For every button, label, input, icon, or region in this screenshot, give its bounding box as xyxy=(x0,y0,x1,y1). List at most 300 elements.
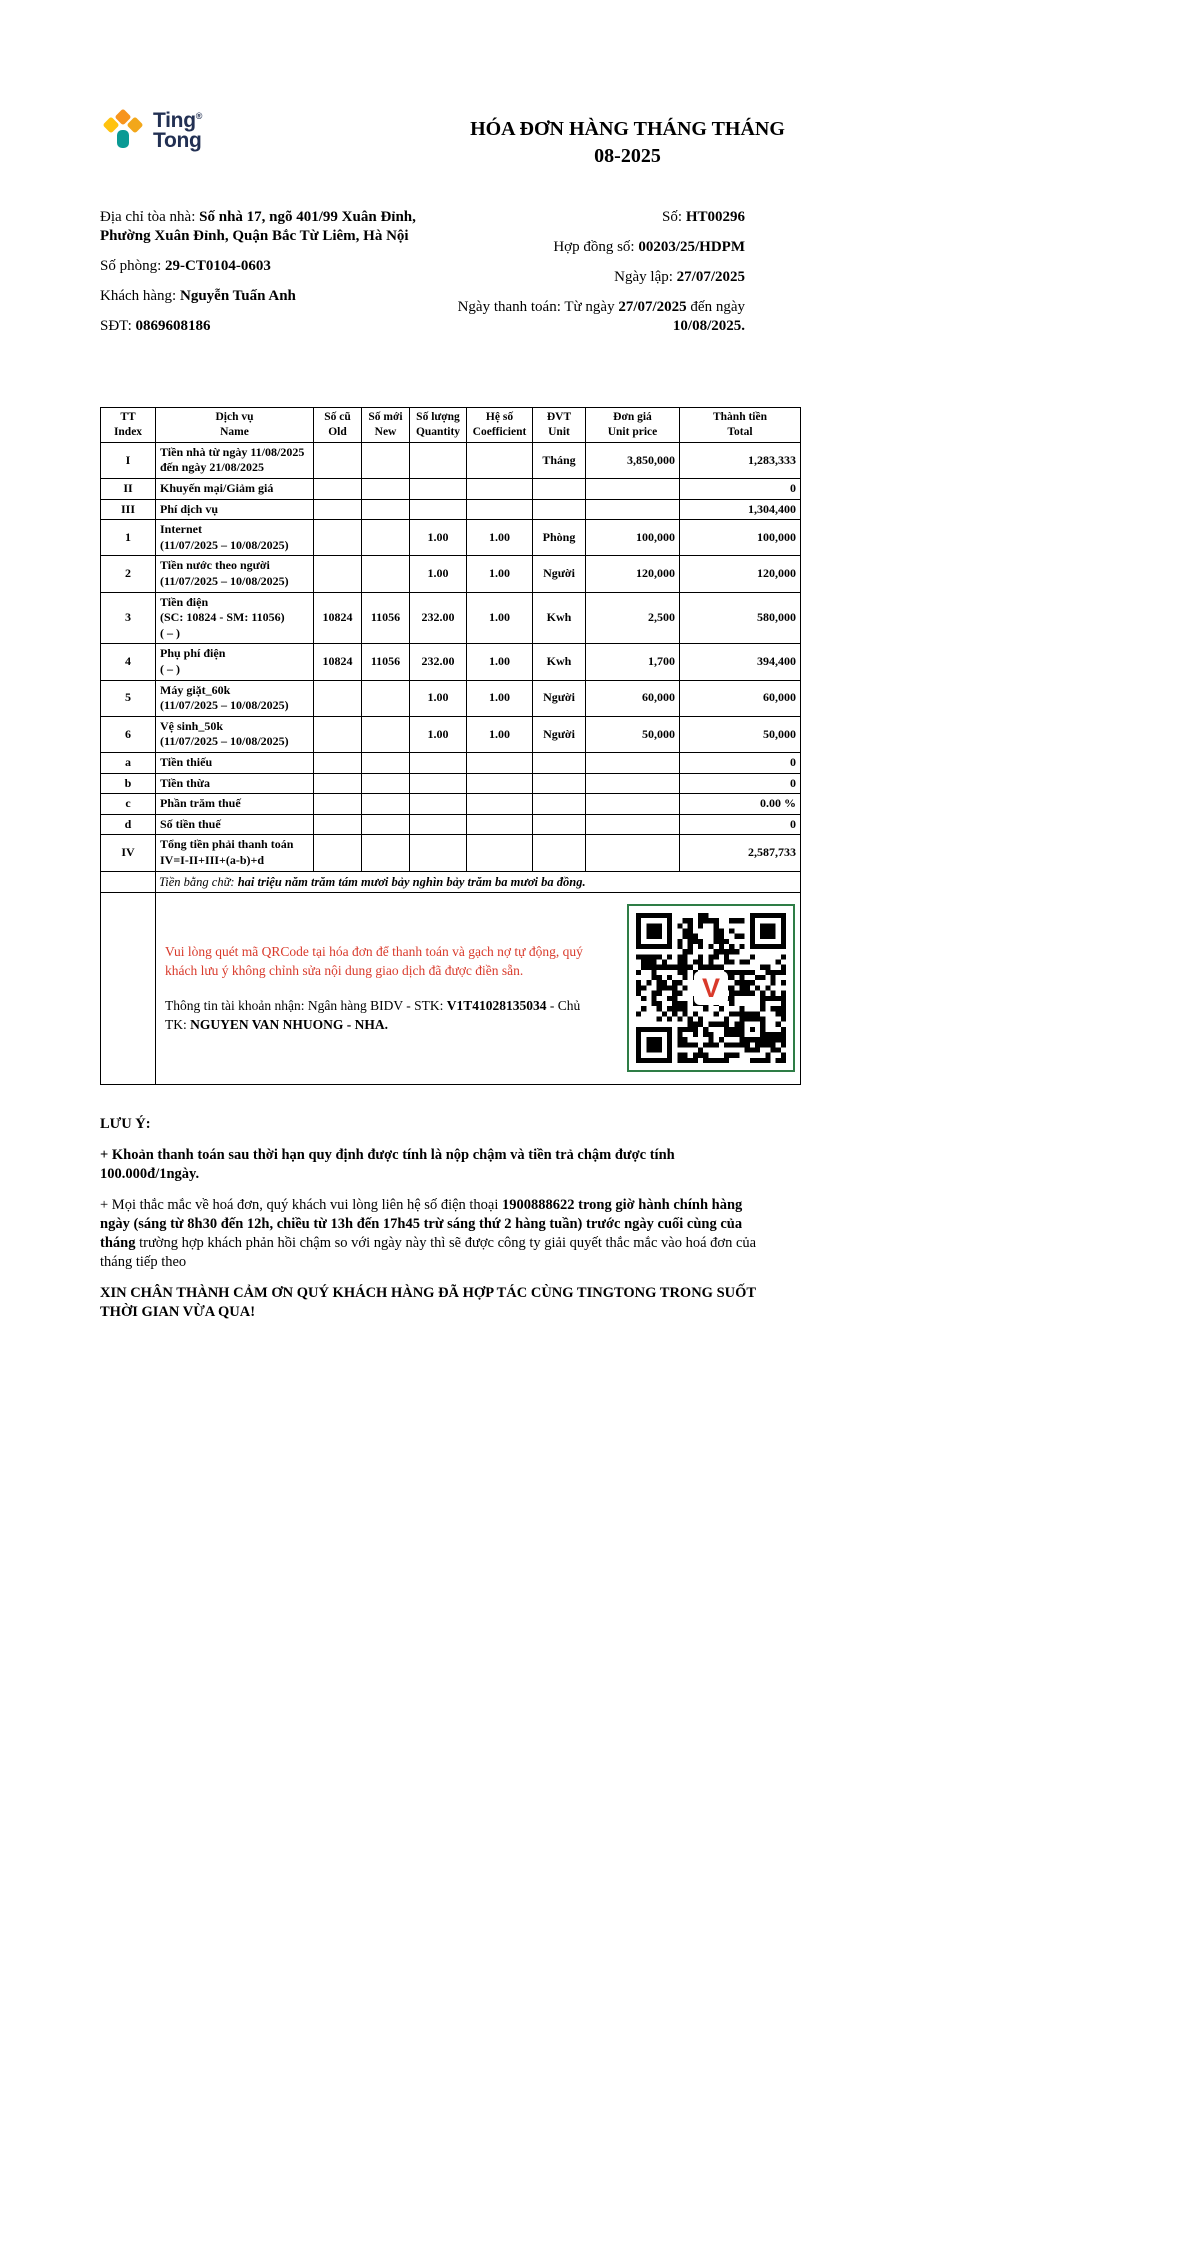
cell-text: 50,000 xyxy=(763,726,796,741)
amount-in-words xyxy=(156,871,801,892)
cell-text: (11/07/2025 – 10/08/2025) xyxy=(160,574,289,589)
cell-text: 0.00 % xyxy=(760,796,796,811)
cell-unit xyxy=(533,442,586,478)
room-label: Số phòng: xyxy=(100,258,166,274)
wordmark-line-2 xyxy=(153,131,202,151)
header-line-vi: Hệ số xyxy=(485,411,514,423)
table-row-i xyxy=(101,442,801,478)
cell-tt xyxy=(101,479,156,500)
cell-old xyxy=(314,814,362,835)
cell-text: 60,000 xyxy=(642,690,675,705)
contract-value: 00203/25/HDPM xyxy=(638,239,745,255)
cell-name xyxy=(156,592,314,644)
building-address xyxy=(100,208,448,246)
cell-name xyxy=(156,499,314,520)
table-row-iv xyxy=(101,835,801,871)
cell-text: 1 xyxy=(125,530,131,545)
cell-name xyxy=(156,680,314,716)
account-prefix: Thông tin tài khoản nhận: Ngân hàng BIDV - STK: xyxy=(165,997,447,1013)
cell-total xyxy=(680,592,801,644)
cell-unit xyxy=(533,716,586,752)
cell-new xyxy=(362,680,410,716)
cell-text: Phụ phí điện xyxy=(160,646,226,661)
cell-qty xyxy=(410,835,467,871)
cell-tt xyxy=(101,773,156,794)
cell-coef xyxy=(467,479,533,500)
cell-text: 50,000 xyxy=(642,726,675,741)
cell-text: Tiền thừa xyxy=(160,775,210,790)
cell-old xyxy=(314,479,362,500)
notes-heading: LƯU Ý: xyxy=(100,1115,151,1132)
cell-text: 6 xyxy=(125,726,131,741)
qr-instructions xyxy=(159,942,597,1035)
cell-qty xyxy=(410,773,467,794)
cell-text: Tổng tiền phải thanh toán xyxy=(160,837,294,852)
cell-qty xyxy=(410,794,467,815)
cell-text: Tiền nước theo người xyxy=(160,558,270,573)
col-header-old xyxy=(314,408,362,443)
cell-index-empty xyxy=(101,871,156,892)
cell-name xyxy=(156,442,314,478)
customer-name xyxy=(100,287,448,306)
cell-text: Người xyxy=(543,690,575,705)
cell-new xyxy=(362,835,410,871)
cell-text: 1.00 xyxy=(489,726,510,741)
table-row-6 xyxy=(101,716,801,752)
cell-text: đến ngày 21/08/2025 xyxy=(160,460,265,475)
cell-tt xyxy=(101,442,156,478)
cell-text: Phần trăm thuế xyxy=(160,796,241,811)
cell-text: Tháng xyxy=(542,452,576,467)
cell-new xyxy=(362,520,410,556)
header-line-en: Old xyxy=(328,425,347,438)
cell-text: 232.00 xyxy=(421,610,455,625)
contact-note-deadline: trước ngày cuối cùng của tháng xyxy=(100,1215,743,1251)
header-line-en: Total xyxy=(727,425,753,438)
invoice-meta xyxy=(100,208,800,347)
cell-name xyxy=(156,835,314,871)
payment-from-date: 27/07/2025 xyxy=(618,299,687,315)
cell-text: 0 xyxy=(790,816,796,831)
page-title: HÓA ĐƠN HÀNG THÁNG THÁNG 08-2025 xyxy=(470,118,785,167)
cell-text: 1.00 xyxy=(427,726,449,741)
tingtong-wordmark xyxy=(153,111,202,151)
cell-new xyxy=(362,716,410,752)
cell-text: 10824 xyxy=(322,610,353,625)
address-label: Địa chỉ tòa nhà: xyxy=(100,209,200,225)
header-line-en: Index xyxy=(113,425,143,438)
cell-text: 0 xyxy=(790,754,796,769)
cell-text: 10824 xyxy=(322,654,353,669)
invoice-table xyxy=(100,407,801,1085)
cell-total xyxy=(680,644,801,680)
cell-text: 11056 xyxy=(370,654,401,669)
cell-new xyxy=(362,644,410,680)
payment-period-label: Ngày thanh toán: Từ ngày xyxy=(457,299,619,315)
cell-price xyxy=(586,644,680,680)
issue-date-value: 27/07/2025 xyxy=(676,269,745,285)
cell-qty xyxy=(410,520,467,556)
cell-new xyxy=(362,773,410,794)
cell-text: 120,000 xyxy=(636,566,675,581)
cell-coef xyxy=(467,556,533,592)
cell-total xyxy=(680,556,801,592)
cell-text: 1.00 xyxy=(427,530,449,545)
col-header-index xyxy=(101,408,156,443)
cell-name xyxy=(156,814,314,835)
cell-price xyxy=(586,556,680,592)
table-row-1 xyxy=(101,520,801,556)
contact-note-part4: trường hợp khách phản hồi chậm so với ngày này thì sẽ được công ty giải quyết thắc mắc vào hoá đơn của tháng tiếp theo xyxy=(100,1234,757,1270)
header-line-en: New xyxy=(374,425,397,438)
cell-text: 2 xyxy=(125,566,131,581)
cell-text: a xyxy=(125,754,131,769)
header-line-vi: Số lượng xyxy=(416,411,460,423)
cell-text: b xyxy=(124,775,132,790)
cell-text: 100,000 xyxy=(636,530,675,545)
cell-price xyxy=(586,835,680,871)
account-number: V1T41028135034 xyxy=(446,997,547,1013)
cell-text: 232.00 xyxy=(421,654,455,669)
cell-price xyxy=(586,773,680,794)
table-row-iii xyxy=(101,499,801,520)
cell-price xyxy=(586,592,680,644)
col-header-service xyxy=(156,408,314,443)
qr-section-layout xyxy=(159,895,797,1082)
header-line-vi: Thành tiền xyxy=(712,411,767,423)
header-line-vi: Số mới xyxy=(368,411,403,423)
cell-qty xyxy=(410,442,467,478)
cell-qty xyxy=(410,680,467,716)
issue-date-label: Ngày lập: xyxy=(614,269,677,285)
cell-coef xyxy=(467,499,533,520)
cell-unit xyxy=(533,644,586,680)
wordmark-line-1 xyxy=(153,111,202,131)
cell-text: (11/07/2025 – 10/08/2025) xyxy=(160,734,289,749)
cell-unit xyxy=(533,680,586,716)
cell-price xyxy=(586,479,680,500)
payment-to-date: 10/08/2025. xyxy=(672,318,745,334)
cell-text: 1.00 xyxy=(427,566,449,581)
col-header-unit xyxy=(533,408,586,443)
header-row xyxy=(101,408,801,443)
table-row-2 xyxy=(101,556,801,592)
cell-name xyxy=(156,520,314,556)
meta-left-column xyxy=(100,208,448,347)
cell-tt xyxy=(101,814,156,835)
cell-text: Tiền điện xyxy=(160,594,209,609)
cell-text: ( – ) xyxy=(160,625,180,640)
cell-total xyxy=(680,680,801,716)
cell-text: (11/07/2025 – 10/08/2025) xyxy=(160,537,289,552)
cell-text: Internet xyxy=(160,522,202,537)
cell-text: 5 xyxy=(125,690,131,705)
cell-total xyxy=(680,752,801,773)
address-value: Số nhà 17, ngõ 401/99 Xuân Đỉnh, Phường Xuân Đỉnh, Quận Bắc Từ Liêm, Hà Nội xyxy=(100,209,416,244)
room-number xyxy=(100,257,448,276)
cell-tt xyxy=(101,644,156,680)
cell-old xyxy=(314,442,362,478)
header-line-vi: TT xyxy=(120,411,136,423)
cell-text: 580,000 xyxy=(757,610,796,625)
cell-text: 394,400 xyxy=(757,654,796,669)
account-mid: - Chủ TK: xyxy=(165,997,581,1033)
cell-text: Người xyxy=(543,726,575,741)
cell-total xyxy=(680,520,801,556)
invoice-number xyxy=(448,208,745,227)
cell-price xyxy=(586,680,680,716)
amount-in-words-value: hai triệu năm trăm tám mươi bảy nghìn bảy trăm ba mươi ba đồng. xyxy=(237,874,586,889)
cell-coef xyxy=(467,442,533,478)
cell-coef xyxy=(467,680,533,716)
table-row-d xyxy=(101,814,801,835)
cell-price xyxy=(586,716,680,752)
cell-tt xyxy=(101,680,156,716)
cell-coef xyxy=(467,592,533,644)
cell-unit xyxy=(533,835,586,871)
cell-new xyxy=(362,794,410,815)
cell-price xyxy=(586,752,680,773)
customer-phone xyxy=(100,317,448,336)
header-line-vi: ĐVT xyxy=(546,411,572,423)
cell-text: 1.00 xyxy=(489,690,510,705)
cell-text: 1,283,333 xyxy=(748,452,796,467)
cell-text: 60,000 xyxy=(763,690,796,705)
contract-number xyxy=(448,238,745,257)
cell-text: 0 xyxy=(790,481,796,496)
payment-period-mid: đến ngày xyxy=(686,299,745,315)
cell-qty xyxy=(410,644,467,680)
qr-account-info xyxy=(165,996,597,1035)
room-value: 29-CT0104-0603 xyxy=(165,258,271,274)
invoice-table-body xyxy=(101,442,801,871)
header-line-en: Unit price xyxy=(607,425,658,438)
invoice-number-label: Số: xyxy=(662,209,686,225)
cell-text: Kwh xyxy=(546,654,572,669)
cell-text: Tiền nhà từ ngày 11/08/2025 xyxy=(160,444,305,459)
cell-text: II xyxy=(123,481,133,496)
cell-text: 100,000 xyxy=(757,530,796,545)
cell-new xyxy=(362,814,410,835)
invoice-table-extras xyxy=(101,871,801,1084)
cell-text: Số tiền thuế xyxy=(160,816,221,831)
cell-price xyxy=(586,442,680,478)
header-line-en: Unit xyxy=(548,425,570,438)
cell-text: I xyxy=(125,452,131,467)
header-line-vi: Dịch vụ xyxy=(215,411,254,423)
cell-text: III xyxy=(120,501,135,516)
meta-right-column xyxy=(448,208,745,347)
cell-tt xyxy=(101,556,156,592)
late-fee-note: + Khoản thanh toán sau thời hạn quy định được tính là nộp chậm và tiền trả chậm được tính 100.000đ/1ngày. xyxy=(100,1146,675,1182)
cell-text: Người xyxy=(543,566,575,581)
brand-name-top: Ting xyxy=(153,109,196,133)
contact-note-hotline: 1900888622 trong giờ hành chính hàng ngày (sáng từ 8h30 đến 12h, chiều từ 13h đến 17h45 trừ sáng thứ 2 hàng tuần) xyxy=(100,1196,743,1232)
cell-text: 2,500 xyxy=(648,610,675,625)
cell-coef xyxy=(467,752,533,773)
cell-unit xyxy=(533,773,586,794)
cell-index-empty xyxy=(101,892,156,1084)
cell-old xyxy=(314,680,362,716)
cell-name xyxy=(156,479,314,500)
cell-total xyxy=(680,499,801,520)
cell-text: 1.00 xyxy=(427,690,449,705)
cell-coef xyxy=(467,520,533,556)
cell-unit xyxy=(533,752,586,773)
cell-old xyxy=(314,556,362,592)
cell-new xyxy=(362,442,410,478)
table-row-ii xyxy=(101,479,801,500)
cell-total xyxy=(680,716,801,752)
table-row-5 xyxy=(101,680,801,716)
cell-text: (SC: 10824 - SM: 11056) xyxy=(160,610,285,625)
qr-section xyxy=(156,892,801,1084)
cell-new xyxy=(362,556,410,592)
cell-qty xyxy=(410,556,467,592)
table-row-c xyxy=(101,794,801,815)
phone-value: 0869608186 xyxy=(135,318,211,334)
cell-unit xyxy=(533,794,586,815)
amount-in-words-row xyxy=(101,871,801,892)
cell-total xyxy=(680,479,801,500)
cell-text: IV xyxy=(121,845,135,860)
contact-note-part1: + Mọi thắc mắc về hoá đơn, quý khách vui lòng liên hệ số điện thoại xyxy=(100,1196,503,1213)
col-header-new xyxy=(362,408,410,443)
cell-total xyxy=(680,794,801,815)
cell-text: c xyxy=(125,796,131,811)
cell-text: ( – ) xyxy=(160,662,180,676)
cell-qty xyxy=(410,592,467,644)
cell-text: 0 xyxy=(790,775,796,790)
col-header-quantity xyxy=(410,408,467,443)
cell-price xyxy=(586,794,680,815)
cell-text: 2,587,733 xyxy=(748,845,796,860)
cell-text: 1,304,400 xyxy=(748,501,796,516)
cell-name xyxy=(156,773,314,794)
cell-tt xyxy=(101,794,156,815)
brand-name-bottom: Tong xyxy=(153,129,202,152)
cell-price xyxy=(586,814,680,835)
cell-text: 3,850,000 xyxy=(627,452,675,467)
cell-text: 120,000 xyxy=(757,566,796,581)
cell-tt xyxy=(101,499,156,520)
cell-new xyxy=(362,499,410,520)
customer-label: Khách hàng: xyxy=(100,288,180,304)
cell-text: 4 xyxy=(125,654,131,669)
cell-text: 1,700 xyxy=(648,654,675,669)
header-line-en: Name xyxy=(220,425,249,438)
cell-old xyxy=(314,644,362,680)
cell-unit xyxy=(533,499,586,520)
cell-text: Phí dịch vụ xyxy=(160,501,219,516)
cell-total xyxy=(680,442,801,478)
cell-total xyxy=(680,814,801,835)
col-header-unit-price xyxy=(586,408,680,443)
cell-tt xyxy=(101,835,156,871)
table-row-b xyxy=(101,773,801,794)
cell-coef xyxy=(467,794,533,815)
cell-text: 1.00 xyxy=(489,566,510,581)
cell-old xyxy=(314,592,362,644)
qr-row xyxy=(101,892,801,1084)
account-holder: NGUYEN VAN NHUONG - NHA. xyxy=(190,1017,389,1033)
invoice-table-head xyxy=(101,408,801,443)
cell-total xyxy=(680,835,801,871)
cell-tt xyxy=(101,752,156,773)
cell-old xyxy=(314,499,362,520)
cell-text: Máy giặt_60k xyxy=(160,682,231,697)
cell-name xyxy=(156,644,314,680)
cell-tt xyxy=(101,716,156,752)
footer-notes xyxy=(100,1115,760,1322)
invoice-header xyxy=(100,108,800,170)
cell-new xyxy=(362,752,410,773)
cell-text: 3 xyxy=(125,610,131,625)
cell-old xyxy=(314,773,362,794)
cell-text: Khuyến mại/Giảm giá xyxy=(160,481,274,496)
table-row-a xyxy=(101,752,801,773)
cell-tt xyxy=(101,592,156,644)
header-line-en: Coefficient xyxy=(472,425,527,438)
tingtong-flower-icon xyxy=(100,108,146,154)
cell-qty xyxy=(410,479,467,500)
cell-qty xyxy=(410,499,467,520)
issue-date xyxy=(448,268,745,287)
cell-name xyxy=(156,556,314,592)
cell-total xyxy=(680,773,801,794)
cell-coef xyxy=(467,644,533,680)
cell-new xyxy=(362,479,410,500)
thanks-note: XIN CHÂN THÀNH CẢM ƠN QUÝ KHÁCH HÀNG ĐÃ HỢP TÁC CÙNG TINGTONG TRONG SUỐT THỜI GIAN VỪA QUA! xyxy=(100,1284,756,1320)
col-header-coefficient xyxy=(467,408,533,443)
cell-text: Tiền thiếu xyxy=(160,754,213,769)
vietqr-logo: V xyxy=(694,971,728,1005)
customer-value: Nguyễn Tuấn Anh xyxy=(179,288,296,304)
cell-text: Phòng xyxy=(542,530,576,545)
cell-price xyxy=(586,520,680,556)
cell-unit xyxy=(533,556,586,592)
cell-old xyxy=(314,716,362,752)
table-row-3 xyxy=(101,592,801,644)
header-line-vi: Đơn giá xyxy=(613,411,652,423)
invoice-number-value: HT00296 xyxy=(685,209,745,225)
amount-in-words-label: Tiền bằng chữ: xyxy=(159,874,238,889)
payment-period xyxy=(448,298,745,336)
cell-text: (11/07/2025 – 10/08/2025) xyxy=(160,698,289,713)
cell-text: 1.00 xyxy=(489,530,510,545)
cell-unit xyxy=(533,814,586,835)
cell-text: 1.00 xyxy=(489,654,510,669)
cell-text: IV=I-II+III+(a-b)+d xyxy=(160,852,265,867)
cell-text: d xyxy=(124,816,132,831)
cell-qty xyxy=(410,752,467,773)
cell-old xyxy=(314,520,362,556)
contact-note xyxy=(100,1196,760,1272)
cell-qty xyxy=(410,716,467,752)
cell-unit xyxy=(533,479,586,500)
phone-label: SĐT: xyxy=(100,318,136,334)
cell-text: 1.00 xyxy=(489,610,510,625)
cell-coef xyxy=(467,773,533,794)
invoice-page xyxy=(100,0,800,1322)
cell-name xyxy=(156,716,314,752)
cell-name xyxy=(156,794,314,815)
cell-text: Kwh xyxy=(546,610,572,625)
tingtong-logo xyxy=(100,108,202,154)
table-row-4 xyxy=(101,644,801,680)
cell-unit xyxy=(533,520,586,556)
header-line-en: Quantity xyxy=(415,425,461,438)
